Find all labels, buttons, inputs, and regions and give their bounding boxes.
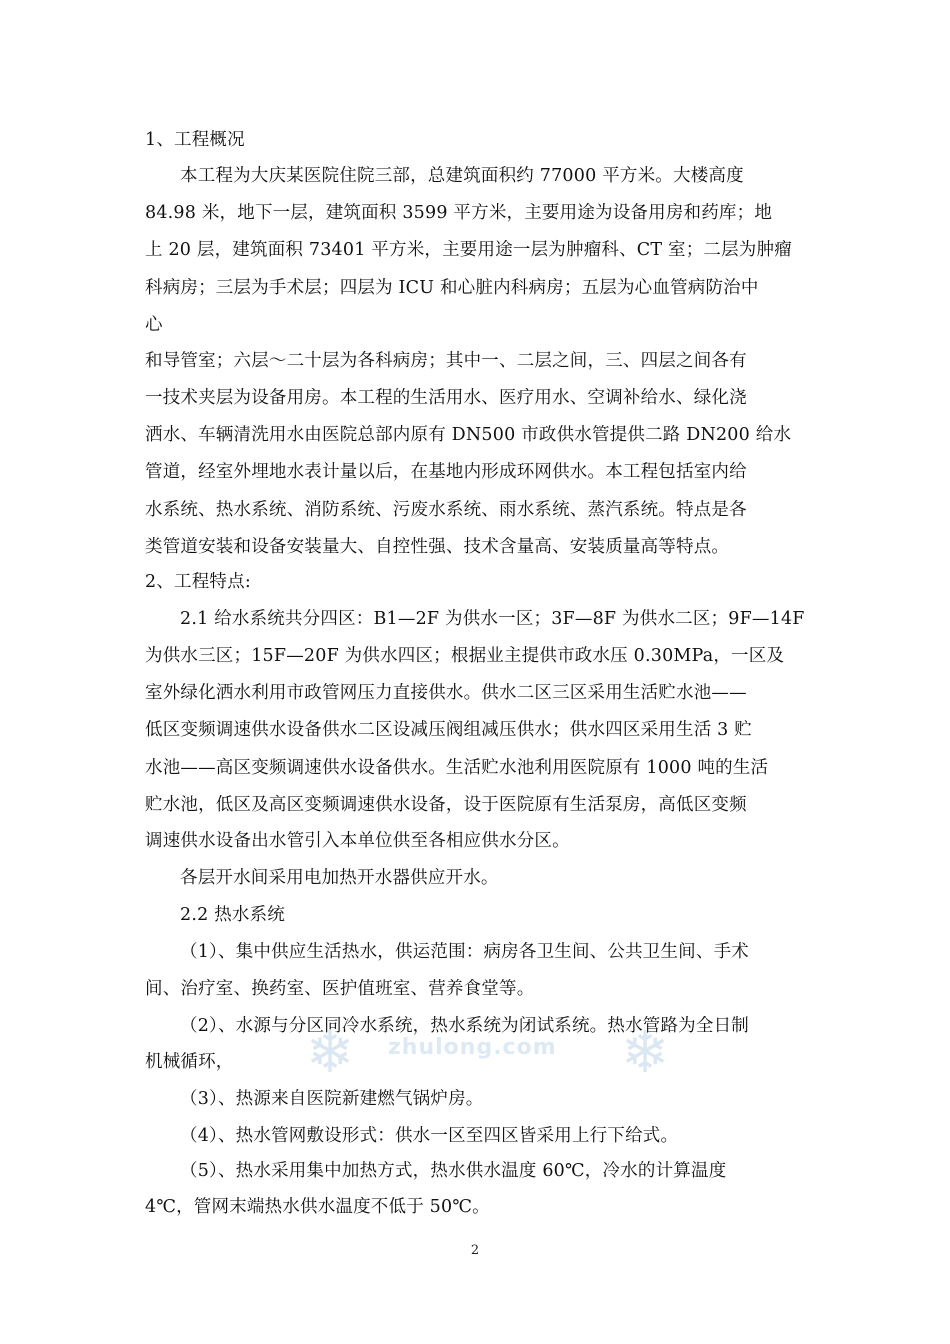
subsection-heading: 2.2 热水系统 bbox=[180, 905, 285, 925]
list-item: （5）、热水采用集中加热方式，热水供水温度 60℃，冷水的计算温度 bbox=[180, 1161, 727, 1181]
paragraph-line: 为供水三区；15F—20F 为供水四区；根据业主提供市政水压 0.30MPa，一区及 bbox=[145, 646, 785, 666]
paragraph-line: 低区变频调速供水设备供水二区设减压阀组减压供水；供水四区采用生活 3 贮 bbox=[145, 720, 752, 740]
paragraph-line: 84.98 米，地下一层，建筑面积 3599 平方米，主要用途为设备用房和药库；地 bbox=[145, 203, 773, 223]
paragraph-line: 管道，经室外埋地水表计量以后，在基地内形成环网供水。本工程包括室内给 bbox=[145, 462, 747, 482]
watermark-snowflake-icon: ❄ bbox=[620, 1018, 670, 1086]
list-item: （4）、热水管网敷设形式：供水一区至四区皆采用上行下给式。 bbox=[180, 1126, 679, 1146]
paragraph-line: 各层开水间采用电加热开水器供应开水。 bbox=[180, 868, 499, 888]
watermark-text: zhulong.com bbox=[388, 1035, 557, 1060]
paragraph-line: 科病房；三层为手术层；四层为 ICU 和心脏内科病房；五层为心血管病防治中 bbox=[145, 278, 759, 298]
paragraph-line: 贮水池，低区及高区变频调速供水设备，设于医院原有生活泵房，高低区变频 bbox=[145, 795, 747, 815]
paragraph-line: 2.1 给水系统共分四区：B1—2F 为供水一区；3F—8F 为供水二区；9F—14F bbox=[180, 609, 805, 629]
list-item: （3）、热源来自医院新建燃气锅炉房。 bbox=[180, 1089, 484, 1109]
paragraph-line: 心 bbox=[145, 315, 163, 335]
list-item: （1）、集中供应生活热水，供运范围：病房各卫生间、公共卫生间、手术 bbox=[180, 942, 749, 962]
list-item: （2）、水源与分区同冷水系统，热水系统为闭试系统。热水管路为全日制 bbox=[180, 1016, 749, 1036]
paragraph-line: 类管道安装和设备安装量大、自控性强、技术含量高、安装质量高等特点。 bbox=[145, 537, 730, 557]
section-heading-1: 1、工程概况 bbox=[145, 130, 245, 150]
section-heading-2: 2、工程特点: bbox=[145, 572, 251, 592]
paragraph-line: 室外绿化洒水利用市政管网压力直接供水。供水二区三区采用生活贮水池—— bbox=[145, 683, 747, 703]
paragraph-line: 一技术夹层为设备用房。本工程的生活用水、医疗用水、空调补给水、绿化浇 bbox=[145, 388, 747, 408]
paragraph-line: 上 20 层，建筑面积 73401 平方米，主要用途一层为肿瘤科、CT 室；二层为肿瘤 bbox=[145, 240, 792, 260]
paragraph-line: 间、治疗室、换药室、医护值班室、营养食堂等。 bbox=[145, 979, 535, 999]
paragraph-line: 4℃，管网末端热水供水温度不低于 50℃。 bbox=[145, 1197, 490, 1217]
paragraph-line: 水池——高区变频调速供水设备供水。生活贮水池利用医院原有 1000 吨的生活 bbox=[145, 758, 769, 778]
paragraph-line: 本工程为大庆某医院住院三部，总建筑面积约 77000 平方米。大楼高度 bbox=[180, 166, 744, 186]
paragraph-line: 调速供水设备出水管引入本单位供至各相应供水分区。 bbox=[145, 831, 570, 851]
paragraph-line: 和导管室；六层～二十层为各科病房；其中一、二层之间，三、四层之间各有 bbox=[145, 351, 747, 371]
paragraph-line: 洒水、车辆清洗用水由医院总部内原有 DN500 市政供水管提供二路 DN200 给水 bbox=[145, 425, 792, 445]
page-number: 2 bbox=[470, 1243, 480, 1258]
paragraph-line: 机械循环， bbox=[145, 1052, 234, 1072]
watermark-snowflake-icon: ❄ bbox=[305, 1018, 355, 1086]
paragraph-line: 水系统、热水系统、消防系统、污废水系统、雨水系统、蒸汽系统。特点是各 bbox=[145, 500, 747, 520]
